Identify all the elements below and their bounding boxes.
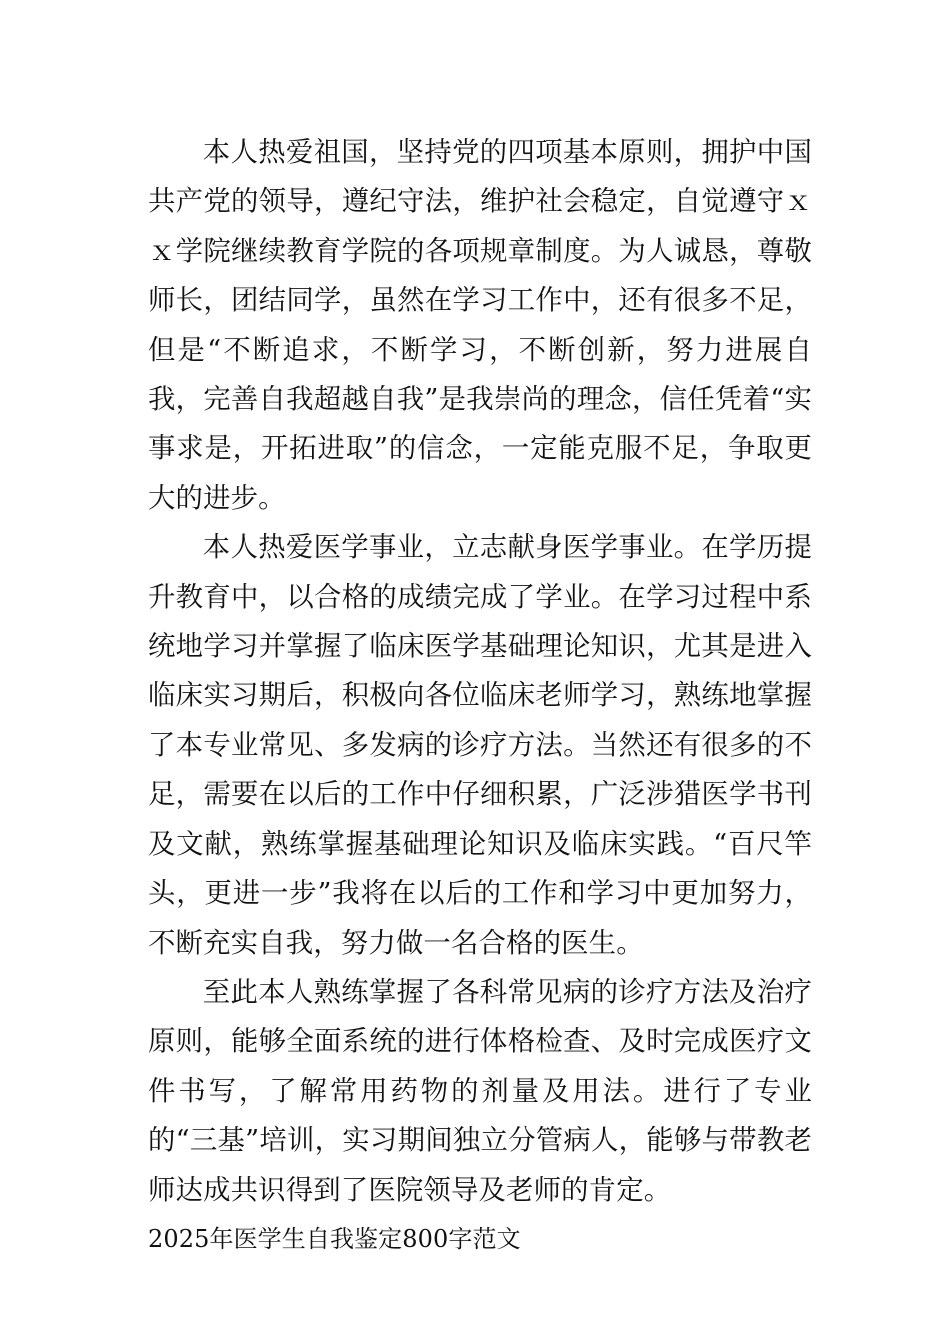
document-body: [148, 128, 812, 1264]
paragraph-clinical-skills: 至此本人熟练掌握了各科常见病的诊疗方法及治疗原则，能够全面系统的进行体格检查、及时完成医疗文件书写，了解常用药物的剂量及用法。进行了专业的“三基”培训，实习期间独立分管病人，能够与带教老师达成共识得到了医院领导及老师的肯定。: [148, 976, 812, 1206]
paragraph-medical-study: 本人热爱医学事业，立志献身医学事业。在学历提升教育中，以合格的成绩完成了学业。在学习过程中系统地学习并掌握了临床医学基础理论知识，尤其是进入临床实习期后，积极向各位临床老师学习，熟练地掌握了本专业常见、多发病的诊疗方法。当然还有很多的不足，需要在以后的工作中仔细积累，广泛涉猎医学书刊及文献，熟练掌握基础理论知识及临床实践。“百尺竿头，更进一步”我将在以后的工作和学习中更加努力，不断充实自我，努力做一名合格的医生。: [148, 532, 812, 959]
paragraph-patriotism: 本人热爱祖国，坚持党的四项基本原则，拥护中国共产党的领导，遵纪守法，维护社会稳定，自觉遵守ｘｘ学院继续教育学院的各项规章制度。为人诚恳，尊敬师长，团结同学，虽然在学习工作中，还有很多不足，但是“不断追求，不断学习，不断创新，努力进展自我，完善自我超越自我”是我崇尚的理念，信任凭着“实事求是，开拓进取”的信念，一定能克服不足，争取更大的进步。: [148, 137, 812, 514]
next-article-title: 2025年医学生自我鉴定800字范文: [148, 1224, 521, 1253]
